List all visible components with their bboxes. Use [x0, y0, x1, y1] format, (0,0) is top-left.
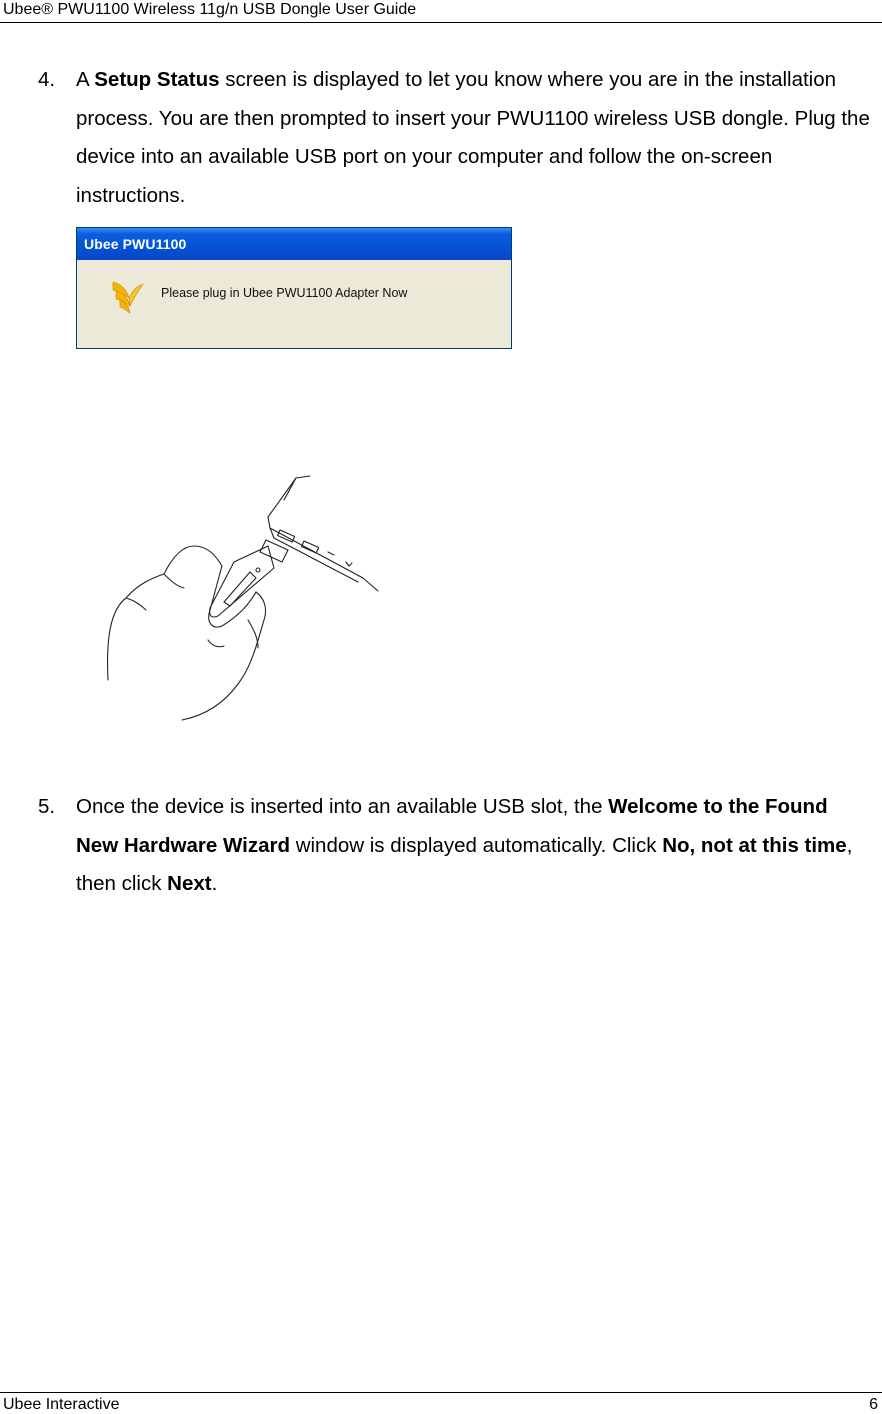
step-number: 5. [38, 795, 56, 818]
ubee-logo-icon [111, 276, 145, 316]
dialog-message: Please plug in Ubee PWU1100 Adapter Now [161, 286, 408, 300]
wizard-name-term: Welcome to the Found New Hardware Wizard [76, 795, 828, 857]
page-header [0, 0, 882, 23]
hand-inserting-usb-dongle-icon [98, 470, 388, 725]
setup-status-dialog [76, 227, 512, 349]
step-4-text: A Setup Status screen is displayed to let you know where you are in the installation process. You are then prompted to insert your PWU1100 wireless USB dongle. Plug the device into an available USB port on your computer and follow the on-screen instructions. [76, 68, 870, 207]
no-not-at-this-time-term: No, not at this time [662, 833, 847, 857]
step-4 [38, 61, 874, 215]
dialog-titlebar[interactable] [77, 228, 511, 260]
next-term: Next [167, 872, 212, 895]
dialog-title: Ubee PWU1100 [84, 236, 187, 252]
step-5-text: Once the device is inserted into an available USB slot, the Welcome to the Found New Hardware Wizard window is displayed automatically. Click No, not at this time, then click Next. [76, 795, 853, 895]
setup-status-term: Setup Status [94, 68, 220, 91]
page-footer [0, 1392, 882, 1413]
step-number: 4. [38, 68, 56, 91]
document-title: Ubee® PWU1100 Wireless 11g/n USB Dongle User Guide [3, 1, 417, 18]
page-number: 6 [869, 1396, 878, 1413]
footer-company: Ubee Interactive [3, 1396, 120, 1413]
dialog-body [77, 260, 511, 348]
step-5 [38, 788, 874, 904]
